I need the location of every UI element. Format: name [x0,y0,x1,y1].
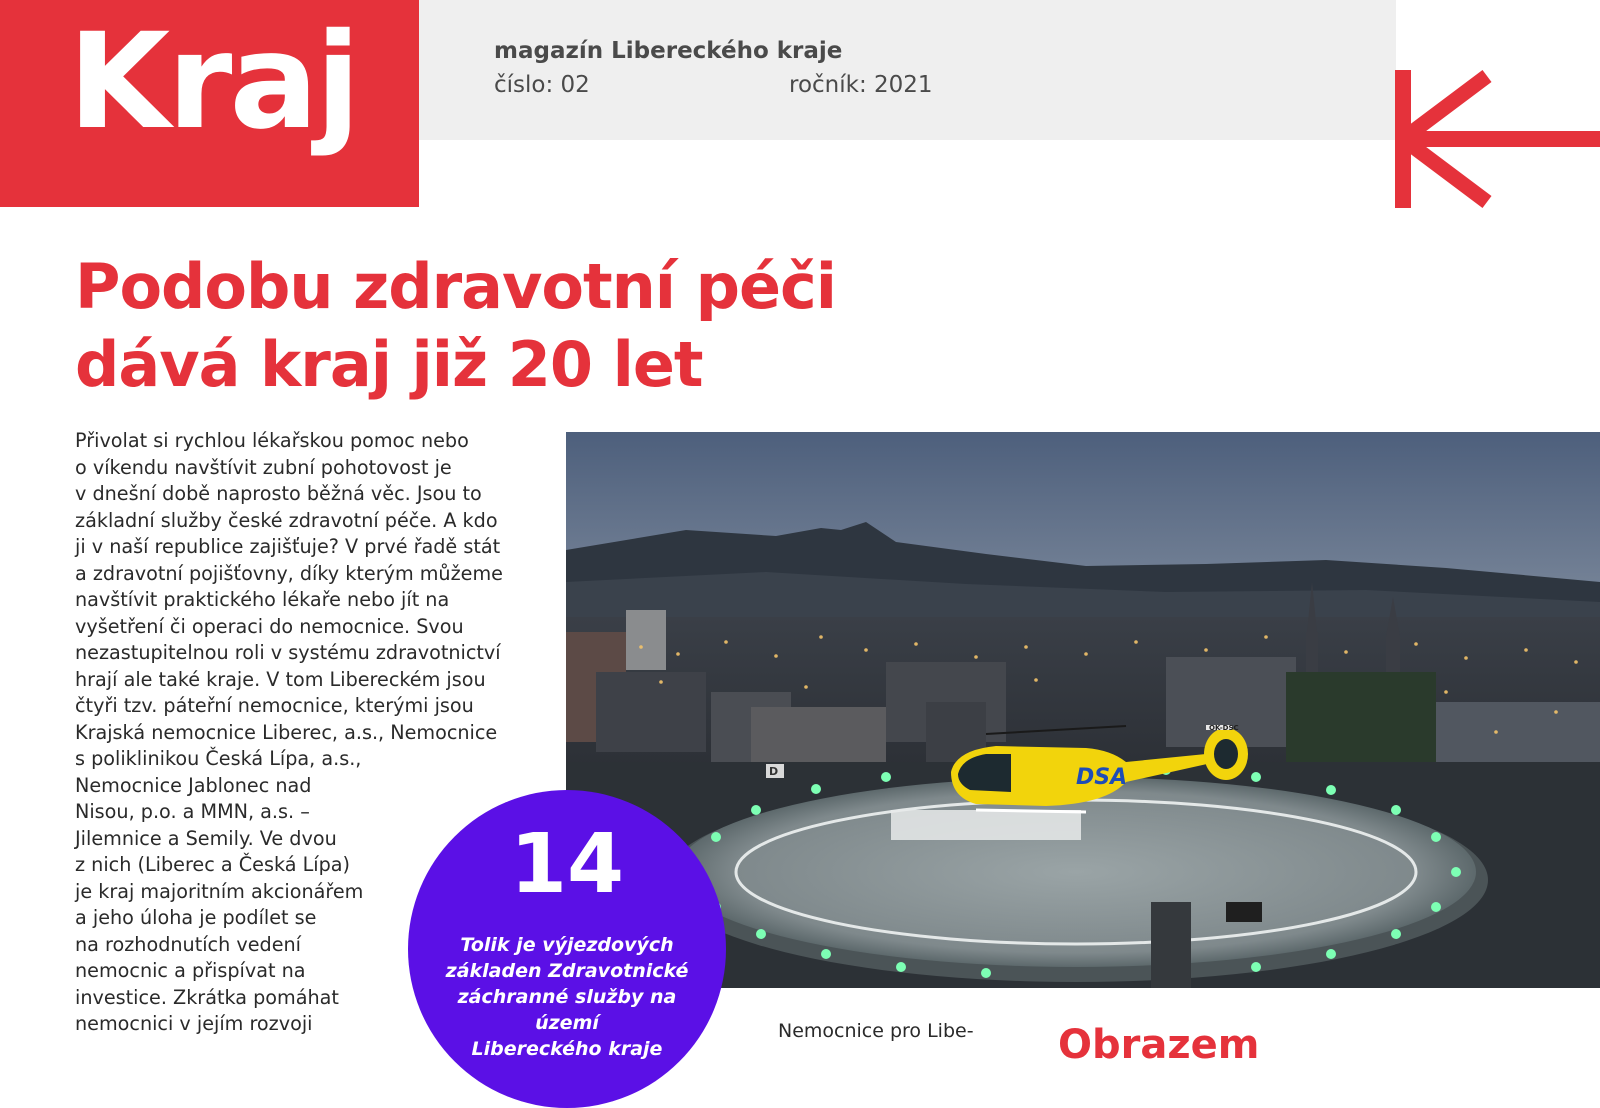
body-line: a jeho úloha je podílet se [75,906,317,929]
body-line: Nemocnice Jablonec nad [75,773,312,797]
body-line: navštívit praktického lékaře nebo jít na [75,588,450,611]
column-three-heading: Obrazem [1058,1022,1260,1068]
body-line: Krajská nemocnice Liberec, a.s., Nemocnice [75,720,498,744]
body-line: základní služby české zdravotní péče. A kdo [75,508,498,532]
caption-line: Libereckého kraje [471,1038,663,1060]
body-line: Přivolat si rychlou lékařskou pomoc nebo [75,429,469,452]
body-line: Jilemnice a Semily. Ve dvou [75,826,337,850]
issue-number: číslo: 02 [494,72,590,98]
body-line: nemocnici v jejím rozvoji [75,1012,313,1035]
caption-line: základen Zdravotnické [445,960,689,982]
k-arrow-logo-icon [1395,70,1600,210]
body-line: na rozhodnutích vedení [75,932,301,956]
caption-line: Tolik je výjezdových [460,934,674,956]
body-line: čtyři tzv. páteřní nemocnice, kterými jsou [75,694,474,717]
headline-line: Podobu zdravotní péči [75,250,837,323]
body-line: nemocnic a přispívat na [75,959,306,982]
logo-text: Kraj [68,5,358,159]
helicopter-registration: OK-DSC [1209,724,1239,732]
body-line: je kraj majoritním akcionářem [75,879,364,903]
body-line: vyšetření či operaci do nemocnice. Svou [75,614,464,638]
body-line: nezastupitelnou roli v systému zdravotnictví [75,641,501,664]
statistic-caption [432,932,702,1062]
body-line: v dnešní době naprosto běžná věc. Jsou to [75,482,482,505]
headline-line: dává kraj již 20 let [75,328,703,401]
article-headline [75,248,1075,404]
caption-line: záchranné služby na území [457,986,677,1034]
masthead-info [419,0,1396,140]
body-line: Nisou, p.o. a MMN, a.s. – [75,800,310,823]
statistic-badge [408,790,726,1108]
body-line: ji v naší republice zajišťuje? V prvé řadě stát [75,535,501,558]
statistic-number: 14 [509,817,625,912]
body-line: o víkendu navštívit zubní pohotovost je [75,455,452,479]
body-line: z nich (Liberec a Česká Lípa) [75,853,351,876]
body-line: hrají ale také kraje. V tom Libereckém jsou [75,667,486,691]
body-line: s poliklinikou Česká Lípa, a.s., [75,747,362,770]
masthead-logo [0,0,419,207]
helicopter-marking: DSA [1076,765,1128,790]
body-line: investice. Zkrátka pomáhat [75,985,339,1009]
helipad-marking: D [769,765,779,778]
column-two-text: Nemocnice pro Libe- [778,1020,974,1042]
issue-year: ročník: 2021 [789,72,933,98]
magazine-title: magazín Libereckého kraje [494,38,843,64]
body-line: a zdravotní pojišťovny, díky kterým můžeme [75,561,503,585]
